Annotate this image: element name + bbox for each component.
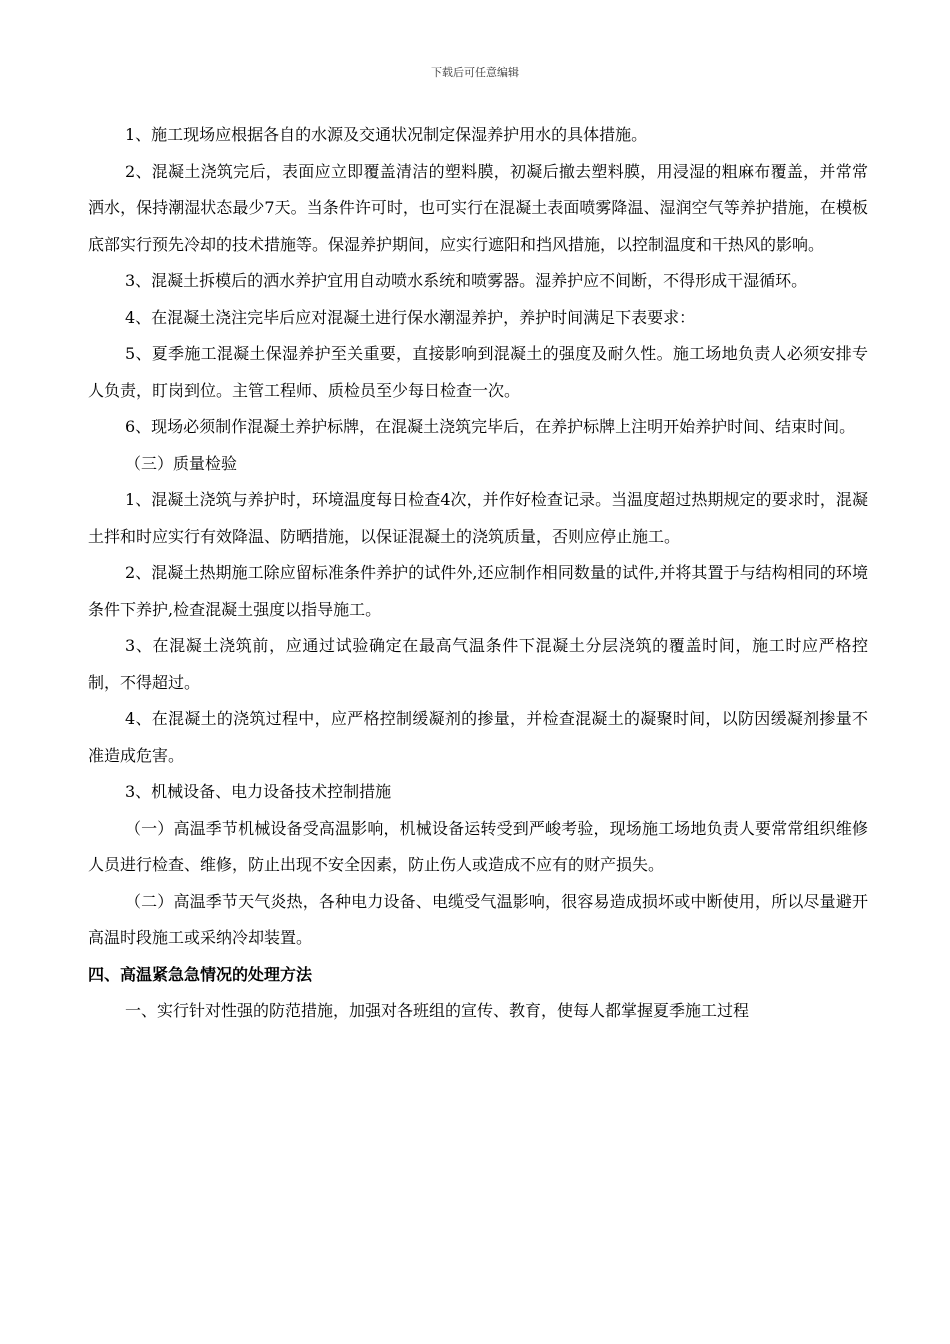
paragraph-summer-curing: 5、夏季施工混凝土保湿养护至关重要，直接影响到混凝土的强度及耐久性。施工场地负责人必须安排专人负责，盯岗到位。主管工程师、质检员至少每日检查一次。 [88,344,868,400]
section-heading-quality: （三）质量检验 [125,453,238,473]
paragraph-curing-cover: 2、混凝土浇筑完后，表面应立即覆盖清洁的塑料膜，初凝后撤去塑料膜，用浸湿的粗麻布覆盖，并常常洒水，保持潮湿状态最少7天。当条件许可时，也可实行在混凝土表面喷雾降温、湿润空气等养护措施，在模板底部实行预先冷却的技术措施等。保湿养护期间，应实行遮阳和挡风措施，以控制温度和干热风的影响。 [88,161,868,254]
section-heading-equipment: 3、机械设备、电力设备技术控制措施 [125,782,392,801]
paragraph-layer-time: 3、在混凝土浇筑前，应通过试验确定在最高气温条件下混凝土分层浇筑的覆盖时间，施工时应严格控制，不得超过。 [88,636,868,692]
paragraph-curing-sign: 6、现场必须制作混凝土养护标牌，在混凝土浇筑完毕后，在养护标牌上注明开始养护时间、结束时间。 [125,417,856,436]
paragraph-temperature-check: 1、混凝土浇筑与养护时，环境温度每日检查4次，并作好检查记录。当温度超过热期规定的要求时，混凝土拌和时应实行有效降温、防晒措施，以保证混凝土的浇筑质量，否则应停止施工。 [88,490,868,546]
paragraph-curing-time: 4、在混凝土浇注完毕后应对混凝土进行保水潮湿养护，养护时间满足下表要求： [125,307,696,327]
paragraph-test-specimens: 2、混凝土热期施工除应留标准条件养护的试件外,还应制作相同数量的试件,并将其置于与结构相同的环境条件下养护,检查混凝土强度以指导施工。 [88,563,868,619]
section-heading-emergency: 四、高温紧急急情况的处理方法 [88,964,313,984]
paragraph-retarder: 4、在混凝土的浇筑过程中，应严格控制缓凝剂的掺量，并检查混凝土的凝聚时间，以防因缓凝剂掺量不准造成危害。 [88,709,868,765]
paragraph-water-source: 1、施工现场应根据各自的水源及交通状况制定保湿养护用水的具体措施。 [125,125,648,144]
paragraph-prevention: 一、实行针对性强的防范措施，加强对各班组的宣传、教育，使每人都掌握夏季施工过程 [125,1001,750,1020]
document-body [88,117,868,1030]
paragraph-sprinkler: 3、混凝土拆模后的洒水养护宜用自动喷水系统和喷雾器。湿养护应不间断，不得形成干湿循环。 [125,271,808,290]
paragraph-electrical: （二）高温季节天气炎热，各种电力设备、电缆受气温影响，很容易造成损坏或中断使用，所以尽量避开高温时段施工或采纳冷却装置。 [88,891,868,947]
page-header: 下载后可任意编辑 [431,66,519,79]
paragraph-machinery: （一）高温季节机械设备受高温影响，机械设备运转受到严峻考验，现场施工场地负责人要常常组织维修人员进行检查、维修，防止出现不安全因素，防止伤人或造成不应有的财产损失。 [88,818,868,874]
